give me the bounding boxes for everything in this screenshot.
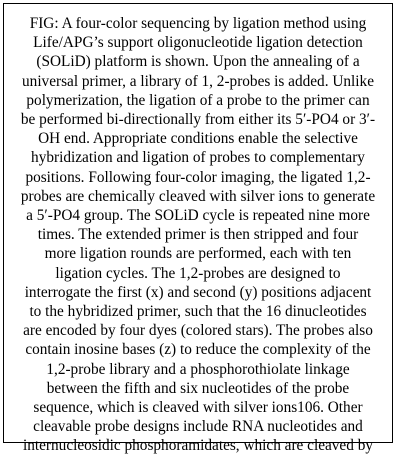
caption-line: FIG: A four-color sequencing by ligation method using bbox=[29, 15, 367, 32]
caption-line: be performed bi-directionally from either its 5′-PO4 or 3′- bbox=[20, 111, 376, 129]
caption-line: OH end. Appropriate conditions enable the selective bbox=[38, 130, 358, 148]
caption-line: universal primer, a library of 1, 2-probes is added. Unlike bbox=[22, 72, 374, 90]
caption-box bbox=[3, 3, 393, 455]
caption-line: sequence, which is cleaved with silver ions106. Other bbox=[33, 399, 363, 417]
caption-line: more ligation rounds are performed, each with ten bbox=[44, 245, 352, 263]
caption-line: internucleosidic phosphoramidates, which are cleaved by bbox=[22, 437, 373, 455]
caption-line: probes are chemically cleaved with silver ions to generate bbox=[20, 187, 376, 205]
caption-line: between the fifth and six nucleotides of the probe bbox=[46, 379, 350, 397]
caption-line: to the hybridized primer, such that the 16 dinucleotides bbox=[29, 303, 367, 321]
caption-line: interrogate the first (x) and second (y) positions adjacent bbox=[24, 283, 372, 301]
caption-line: contain inosine bases (z) to reduce the complexity of the bbox=[25, 341, 371, 359]
caption-line: 1,2-probe library and a phosphorothiolate linkage bbox=[46, 360, 350, 378]
caption-line: a 5′-PO4 group. The SOLiD cycle is repeated nine more bbox=[26, 207, 370, 225]
caption-line: hybridization and ligation of probes to complementary bbox=[31, 149, 365, 167]
caption-line: (SOLiD) platform is shown. Upon the annealing of a bbox=[36, 53, 360, 71]
caption-line: Life/APG’s support oligonucleotide ligation detection bbox=[33, 34, 363, 52]
caption-line: polymerization, the ligation of a probe to the primer can bbox=[26, 91, 370, 109]
caption-line: times. The extended primer is then stripped and four bbox=[37, 226, 359, 244]
caption-line: are encoded by four dyes (colored stars). The probes also bbox=[23, 322, 373, 340]
caption-line: ligation cycles. The 1,2-probes are designed to bbox=[55, 264, 341, 282]
figure-caption bbox=[16, 14, 380, 456]
caption-line: cleavable probe designs include RNA nucleotides and bbox=[33, 418, 363, 436]
caption-line: positions. Following four-color imaging, the ligated 1,2- bbox=[25, 168, 371, 186]
